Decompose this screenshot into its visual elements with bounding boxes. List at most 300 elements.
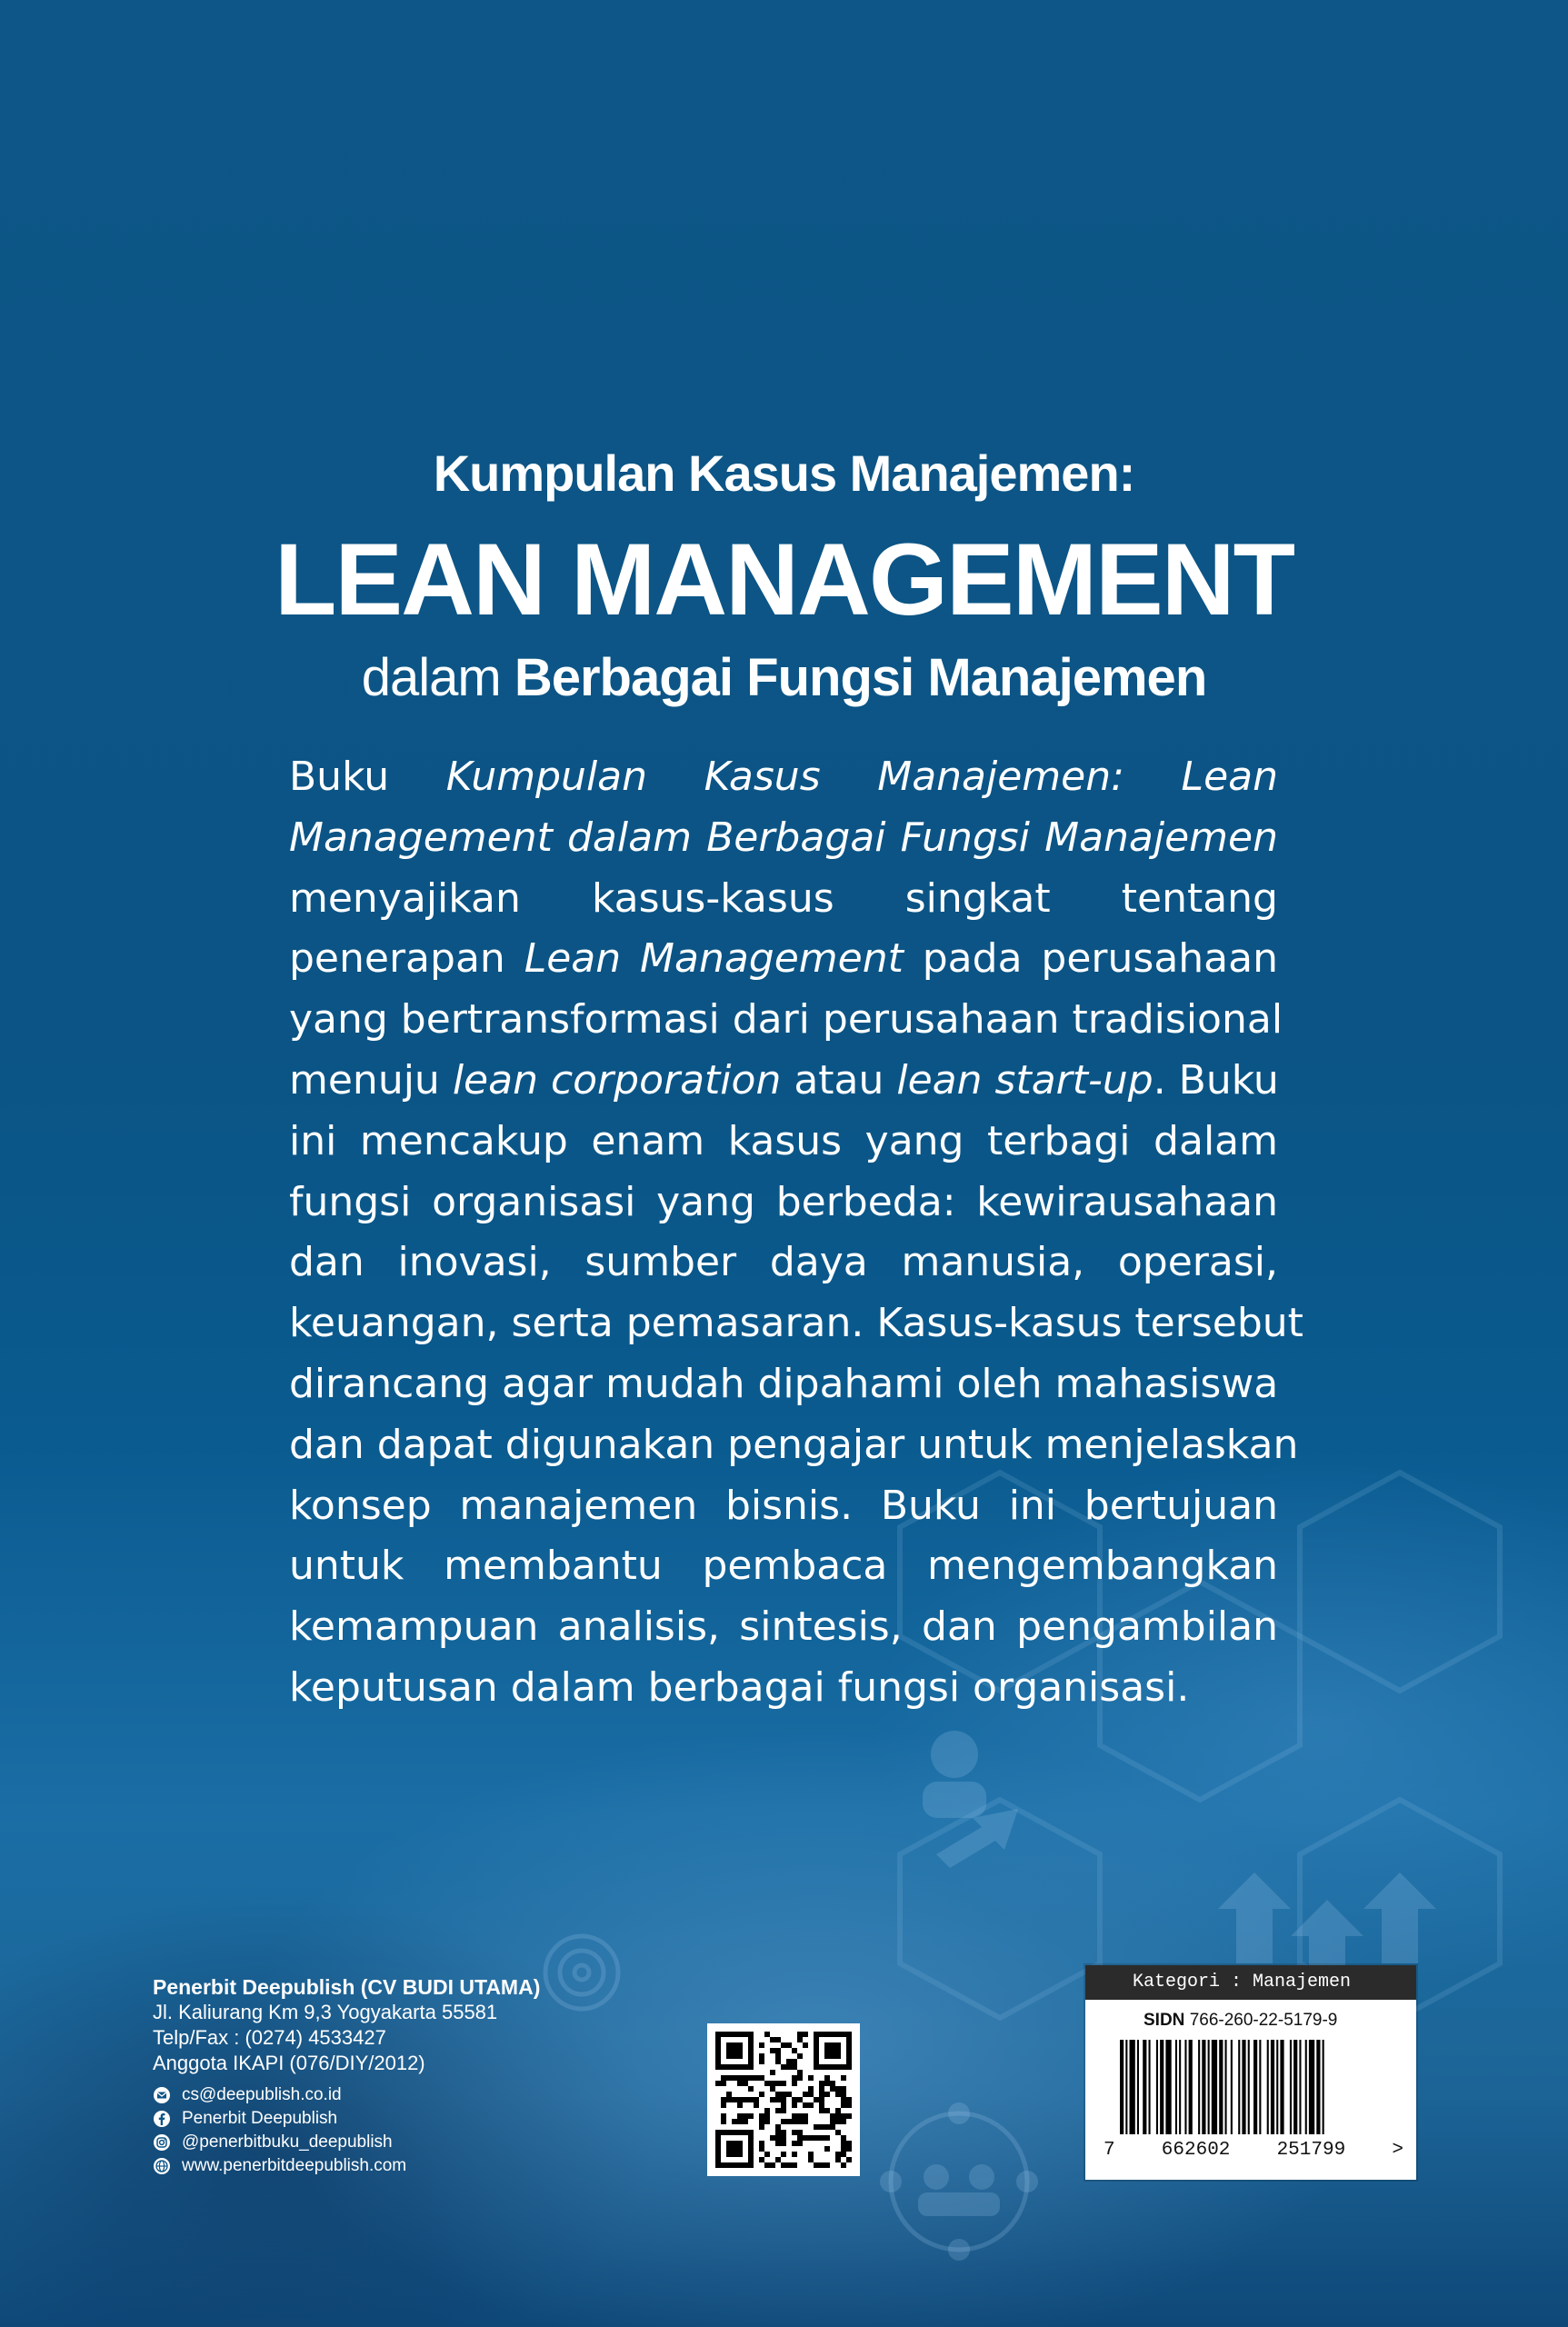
qr-module [781,2119,786,2124]
qr-module [792,2059,797,2064]
qr-module [846,2048,852,2053]
qr-module [835,2053,841,2059]
qr-module [737,2146,743,2152]
qr-module [803,2102,808,2108]
qr-module [748,2059,754,2064]
qr-module [743,2097,748,2102]
hexagon-outline [1300,1473,1500,1691]
qr-module [759,2092,764,2097]
qr-module [775,2141,781,2146]
qr-module [781,2135,786,2141]
qr-module [715,2042,721,2048]
qr-module [748,2130,754,2135]
contact-text: Penerbit Deepublish [182,2109,338,2128]
barcode-bar [1208,2040,1210,2134]
qr-module [797,2097,803,2102]
qr-module [846,2113,852,2119]
barcode-bar [1175,2040,1177,2134]
qr-module [786,2092,792,2097]
barcode-bar [1253,2040,1257,2134]
qr-module [721,2081,726,2086]
qr-module [759,2059,764,2064]
qr-module [737,2032,743,2037]
qr-module [824,2162,830,2168]
qr-module [819,2162,824,2168]
qr-module [748,2037,754,2042]
italic-run: lean start-up [896,1056,1154,1104]
qr-module [846,2037,852,2042]
qr-module [775,2092,781,2097]
qr-module [770,2070,775,2075]
barcode-bar [1120,2040,1124,2134]
qr-module [737,2048,743,2053]
qr-module [808,2102,814,2108]
barcode-bar [1165,2040,1171,2134]
qr-module [721,2162,726,2168]
synopsis-line: dirancang agar mudah dipahami oleh mahasiswa [289,1360,1279,1407]
qr-module [726,2097,732,2102]
qr-module [814,2124,819,2130]
qr-module [754,2102,759,2108]
qr-module [748,2053,754,2059]
qr-module [781,2064,786,2070]
qr-module [781,2130,786,2135]
qr-module [781,2162,786,2168]
qr-module [814,2037,819,2042]
qr-module [748,2064,754,2070]
qr-module [824,2146,830,2152]
qr-module [824,2042,830,2048]
qr-code-graphic [707,2023,860,2176]
qr-module [808,2092,814,2097]
barcode-digit-group: 662602 [1161,2140,1231,2161]
qr-module [748,2152,754,2157]
qr-module [781,2092,786,2097]
qr-module [748,2113,754,2119]
qr-module [803,2042,808,2048]
qr-module [770,2162,775,2168]
qr-module [715,2059,721,2064]
qr-module [792,2162,797,2168]
qr-module [748,2048,754,2053]
qr-module [737,2141,743,2146]
qr-module [775,2130,781,2135]
qr-module [726,2162,732,2168]
qr-module [786,2042,792,2048]
qr-module [726,2146,732,2152]
synopsis-line [289,747,1278,808]
target-icon [545,1936,618,2009]
qr-module [846,2032,852,2037]
qr-module [819,2135,824,2141]
italic-run: Lean Management [524,935,904,983]
qr-module [841,2146,846,2152]
qr-module [764,2108,770,2113]
qr-module [819,2064,824,2070]
qr-module [781,2042,786,2048]
barcode-bar [1267,2040,1269,2134]
qr-module [759,2141,764,2146]
qr-module [721,2102,726,2108]
main-title: LEAN MANAGEMENT [274,523,1294,636]
synopsis-line [289,929,1278,990]
qr-module [775,2048,781,2053]
qr-module [824,2124,830,2130]
qr-module [726,2152,732,2157]
sidn-label: SIDN [1144,2011,1185,2030]
barcode-bar [1225,2040,1227,2134]
barcode-bar [1125,2040,1127,2134]
synopsis-line: kemampuan analisis, sintesis, dan pengambilan [289,1603,1278,1651]
qr-module [743,2162,748,2168]
person-icon [931,1731,978,1778]
qr-module [737,2102,743,2108]
qr-module [715,2048,721,2053]
qr-module [786,2059,792,2064]
qr-module [732,2130,737,2135]
barcode-digits [1104,2140,1403,2161]
qr-module [732,2048,737,2053]
qr-module [841,2092,846,2097]
text-run: pada perusahaan [903,935,1278,983]
qr-module [814,2064,819,2070]
qr-module [792,2075,797,2081]
qr-module [830,2032,835,2037]
synopsis-line [289,1051,1278,1112]
qr-module [721,2075,726,2081]
qr-module [797,2075,803,2081]
qr-module [835,2032,841,2037]
qr-module [715,2162,721,2168]
qr-module [846,2053,852,2059]
person-icon [923,1782,986,1818]
qr-module [775,2053,781,2059]
barcode-bar [1212,2040,1217,2134]
qr-module [792,2097,797,2102]
barcode-bar [1156,2040,1158,2134]
qr-module [808,2152,814,2157]
barcode-bar [1323,2040,1324,2134]
qr-module [803,2092,808,2097]
synopsis-line: untuk membantu pembaca mengembangkan [289,1543,1278,1590]
qr-module [715,2032,721,2037]
qr-module [835,2152,841,2157]
qr-module [748,2157,754,2162]
qr-module [792,2048,797,2053]
qr-module [835,2130,841,2135]
qr-module [814,2097,819,2102]
qr-module [754,2097,759,2102]
qr-module [748,2097,754,2102]
qr-module [715,2064,721,2070]
qr-code[interactable] [707,2023,860,2176]
qr-module [732,2097,737,2102]
qr-module [759,2113,764,2119]
barcode-bar [1130,2040,1135,2134]
qr-module [775,2135,781,2141]
barcode-bar [1280,2040,1283,2134]
up-arrow-icon [1218,1873,1291,1963]
contact-text: @penerbitbuku_deepublish [182,2132,393,2152]
qr-module [841,2113,846,2119]
qr-module [737,2113,743,2119]
email-icon [153,2086,171,2104]
facebook-icon [153,2110,171,2128]
qr-module [715,2141,721,2146]
qr-module [737,2119,743,2124]
sidn-number: 766-260-22-5179-9 [1189,2011,1338,2030]
qr-module [824,2135,830,2141]
qr-module [841,2097,846,2102]
qr-module [792,2130,797,2135]
qr-module [743,2081,748,2086]
qr-module [803,2032,808,2037]
qr-module [835,2119,841,2124]
qr-module [797,2053,803,2059]
qr-module [748,2146,754,2152]
barcode-bar [1248,2040,1250,2134]
qr-module [830,2124,835,2130]
qr-module [830,2042,835,2048]
qr-module [732,2053,737,2059]
qr-module [726,2141,732,2146]
qr-module [824,2064,830,2070]
italic-run: Management dalam Berbagai Fungsi Manajemen [289,814,1278,861]
qr-module [819,2092,824,2097]
qr-module [830,2048,835,2053]
category-bar: Kategori : Manajemen [1085,1965,1416,2000]
team-network-icon [891,2113,1027,2250]
contact-text: www.penerbitdeepublish.com [182,2156,407,2175]
qr-module [715,2081,721,2086]
synopsis-line: dan dapat digunakan pengajar untuk menjelaskan [289,1421,1299,1468]
qr-module [841,2064,846,2070]
barcode-graphic [1120,2040,1382,2138]
qr-module [721,2032,726,2037]
qr-module [775,2157,781,2162]
qr-module [792,2102,797,2108]
qr-module [726,2064,732,2070]
qr-module [841,2135,846,2141]
text-run: menuju [289,1056,453,1104]
synopsis-line: keputusan dalam berbagai fungsi organisasi. [289,1663,1190,1711]
qr-module [759,2146,764,2152]
synopsis-line: dan inovasi, sumber daya manusia, operasi, [289,1239,1278,1286]
qr-module [781,2097,786,2102]
qr-module [715,2037,721,2042]
qr-module [841,2162,846,2168]
qr-module [737,2081,743,2086]
qr-module [824,2032,830,2037]
instagram-icon [153,2133,171,2152]
qr-module [748,2162,754,2168]
qr-module [786,2162,792,2168]
qr-module [737,2064,743,2070]
subtitle-heading: Kumpulan Kasus Manajemen: [433,444,1135,502]
qr-module [737,2053,743,2059]
qr-module [830,2081,835,2086]
qr-module [824,2048,830,2053]
barcode-bar [1179,2040,1181,2134]
qr-module [775,2124,781,2130]
barcode-bar [1231,2040,1233,2134]
text-run: Buku [289,754,446,800]
text-run: atau [781,1056,897,1104]
qr-module [754,2075,759,2081]
qr-module [819,2108,824,2113]
barcode-bar [1305,2040,1307,2134]
qr-module [721,2064,726,2070]
qr-module [726,2092,732,2097]
qr-module [846,2064,852,2070]
qr-module [786,2119,792,2124]
qr-module [748,2086,754,2092]
contact-website[interactable] [153,2154,406,2178]
tagline-bold: Berbagai Fungsi Manajemen [514,648,1207,707]
qr-module [841,2102,846,2108]
barcode-bar [1149,2040,1151,2134]
qr-module [759,2053,764,2059]
qr-module [715,2130,721,2135]
qr-module [797,2113,803,2119]
contact-facebook[interactable] [153,2107,406,2131]
text-run: . Buku [1153,1056,1279,1104]
qr-module [846,2157,852,2162]
qr-module [797,2130,803,2135]
qr-module [841,2075,846,2081]
qr-module [781,2081,786,2086]
qr-module [830,2086,835,2092]
qr-module [819,2124,824,2130]
qr-module [743,2064,748,2070]
qr-module [819,2102,824,2108]
qr-module [846,2141,852,2146]
qr-module [737,2042,743,2048]
qr-module [814,2135,819,2141]
qr-module [732,2032,737,2037]
qr-module [732,2146,737,2152]
barcode-bar [1160,2040,1164,2134]
qr-module [797,2119,803,2124]
qr-module [732,2152,737,2157]
qr-module [792,2152,797,2157]
qr-module [792,2141,797,2146]
qr-module [803,2113,808,2119]
qr-module [819,2097,824,2102]
barcode-bar [1238,2040,1240,2134]
publisher-contacts [153,2083,406,2178]
synopsis-line [289,808,1278,869]
qr-module [732,2141,737,2146]
qr-module [797,2032,803,2037]
italic-run: lean corporation [452,1056,782,1104]
publisher-phone: Telp/Fax : (0274) 4533427 [153,2026,386,2049]
qr-module [824,2081,830,2086]
qr-module [748,2032,754,2037]
qr-module [781,2152,786,2157]
qr-module [841,2152,846,2157]
barcode-bar [1189,2040,1193,2134]
barcode-bar [1143,2040,1146,2134]
barcode-bar [1242,2040,1245,2134]
qr-module [775,2108,781,2113]
qr-module [743,2113,748,2119]
synopsis-line: konsep manajemen bisnis. Buku ini bertujuan [289,1482,1278,1529]
qr-module [775,2037,781,2042]
qr-module [770,2097,775,2102]
qr-module [770,2037,775,2042]
qr-module [764,2081,770,2086]
qr-module [726,2042,732,2048]
qr-module [781,2108,786,2113]
qr-module [732,2042,737,2048]
qr-module [743,2032,748,2037]
qr-module [824,2075,830,2081]
qr-module [786,2064,792,2070]
qr-module [770,2048,775,2053]
contact-email[interactable] [153,2083,406,2107]
qr-module [792,2113,797,2119]
qr-module [759,2042,764,2048]
qr-module [792,2081,797,2086]
title-tagline [0,647,1568,708]
barcode-bar [1309,2040,1314,2134]
qr-module [726,2075,732,2081]
barcode-bar [1290,2040,1292,2134]
qr-module [732,2162,737,2168]
qr-module [808,2157,814,2162]
qr-module [775,2081,781,2086]
barcode-bar [1259,2040,1261,2134]
qr-module [835,2092,841,2097]
qr-module [846,2042,852,2048]
qr-module [781,2102,786,2108]
synopsis-line: ini mencakup enam kasus yang terbagi dalam [289,1117,1278,1164]
qr-module [748,2075,754,2081]
qr-module [814,2053,819,2059]
barcode-bar [1293,2040,1297,2134]
qr-module [846,2059,852,2064]
qr-module [841,2141,846,2146]
qr-module [721,2119,726,2124]
text-run: penerapan [289,935,524,983]
qr-module [846,2097,852,2102]
qr-module [830,2053,835,2059]
qr-module [792,2119,797,2124]
tagline-prefix: dalam [361,648,501,707]
qr-module [770,2081,775,2086]
qr-module [737,2130,743,2135]
qr-module [824,2108,830,2113]
up-arrow-icon [1363,1873,1436,1963]
qr-module [737,2162,743,2168]
qr-module [721,2113,726,2119]
qr-module [835,2108,841,2113]
qr-module [732,2119,737,2124]
qr-module [814,2059,819,2064]
qr-module [715,2152,721,2157]
qr-module [797,2135,803,2141]
qr-module [835,2042,841,2048]
barcode-digit-group: 251799 [1276,2140,1346,2161]
qr-module [726,2032,732,2037]
qr-module [814,2048,819,2053]
qr-module [841,2032,846,2037]
qr-module [819,2032,824,2037]
qr-module [819,2081,824,2086]
qr-module [737,2075,743,2081]
contact-instagram[interactable] [153,2131,406,2154]
